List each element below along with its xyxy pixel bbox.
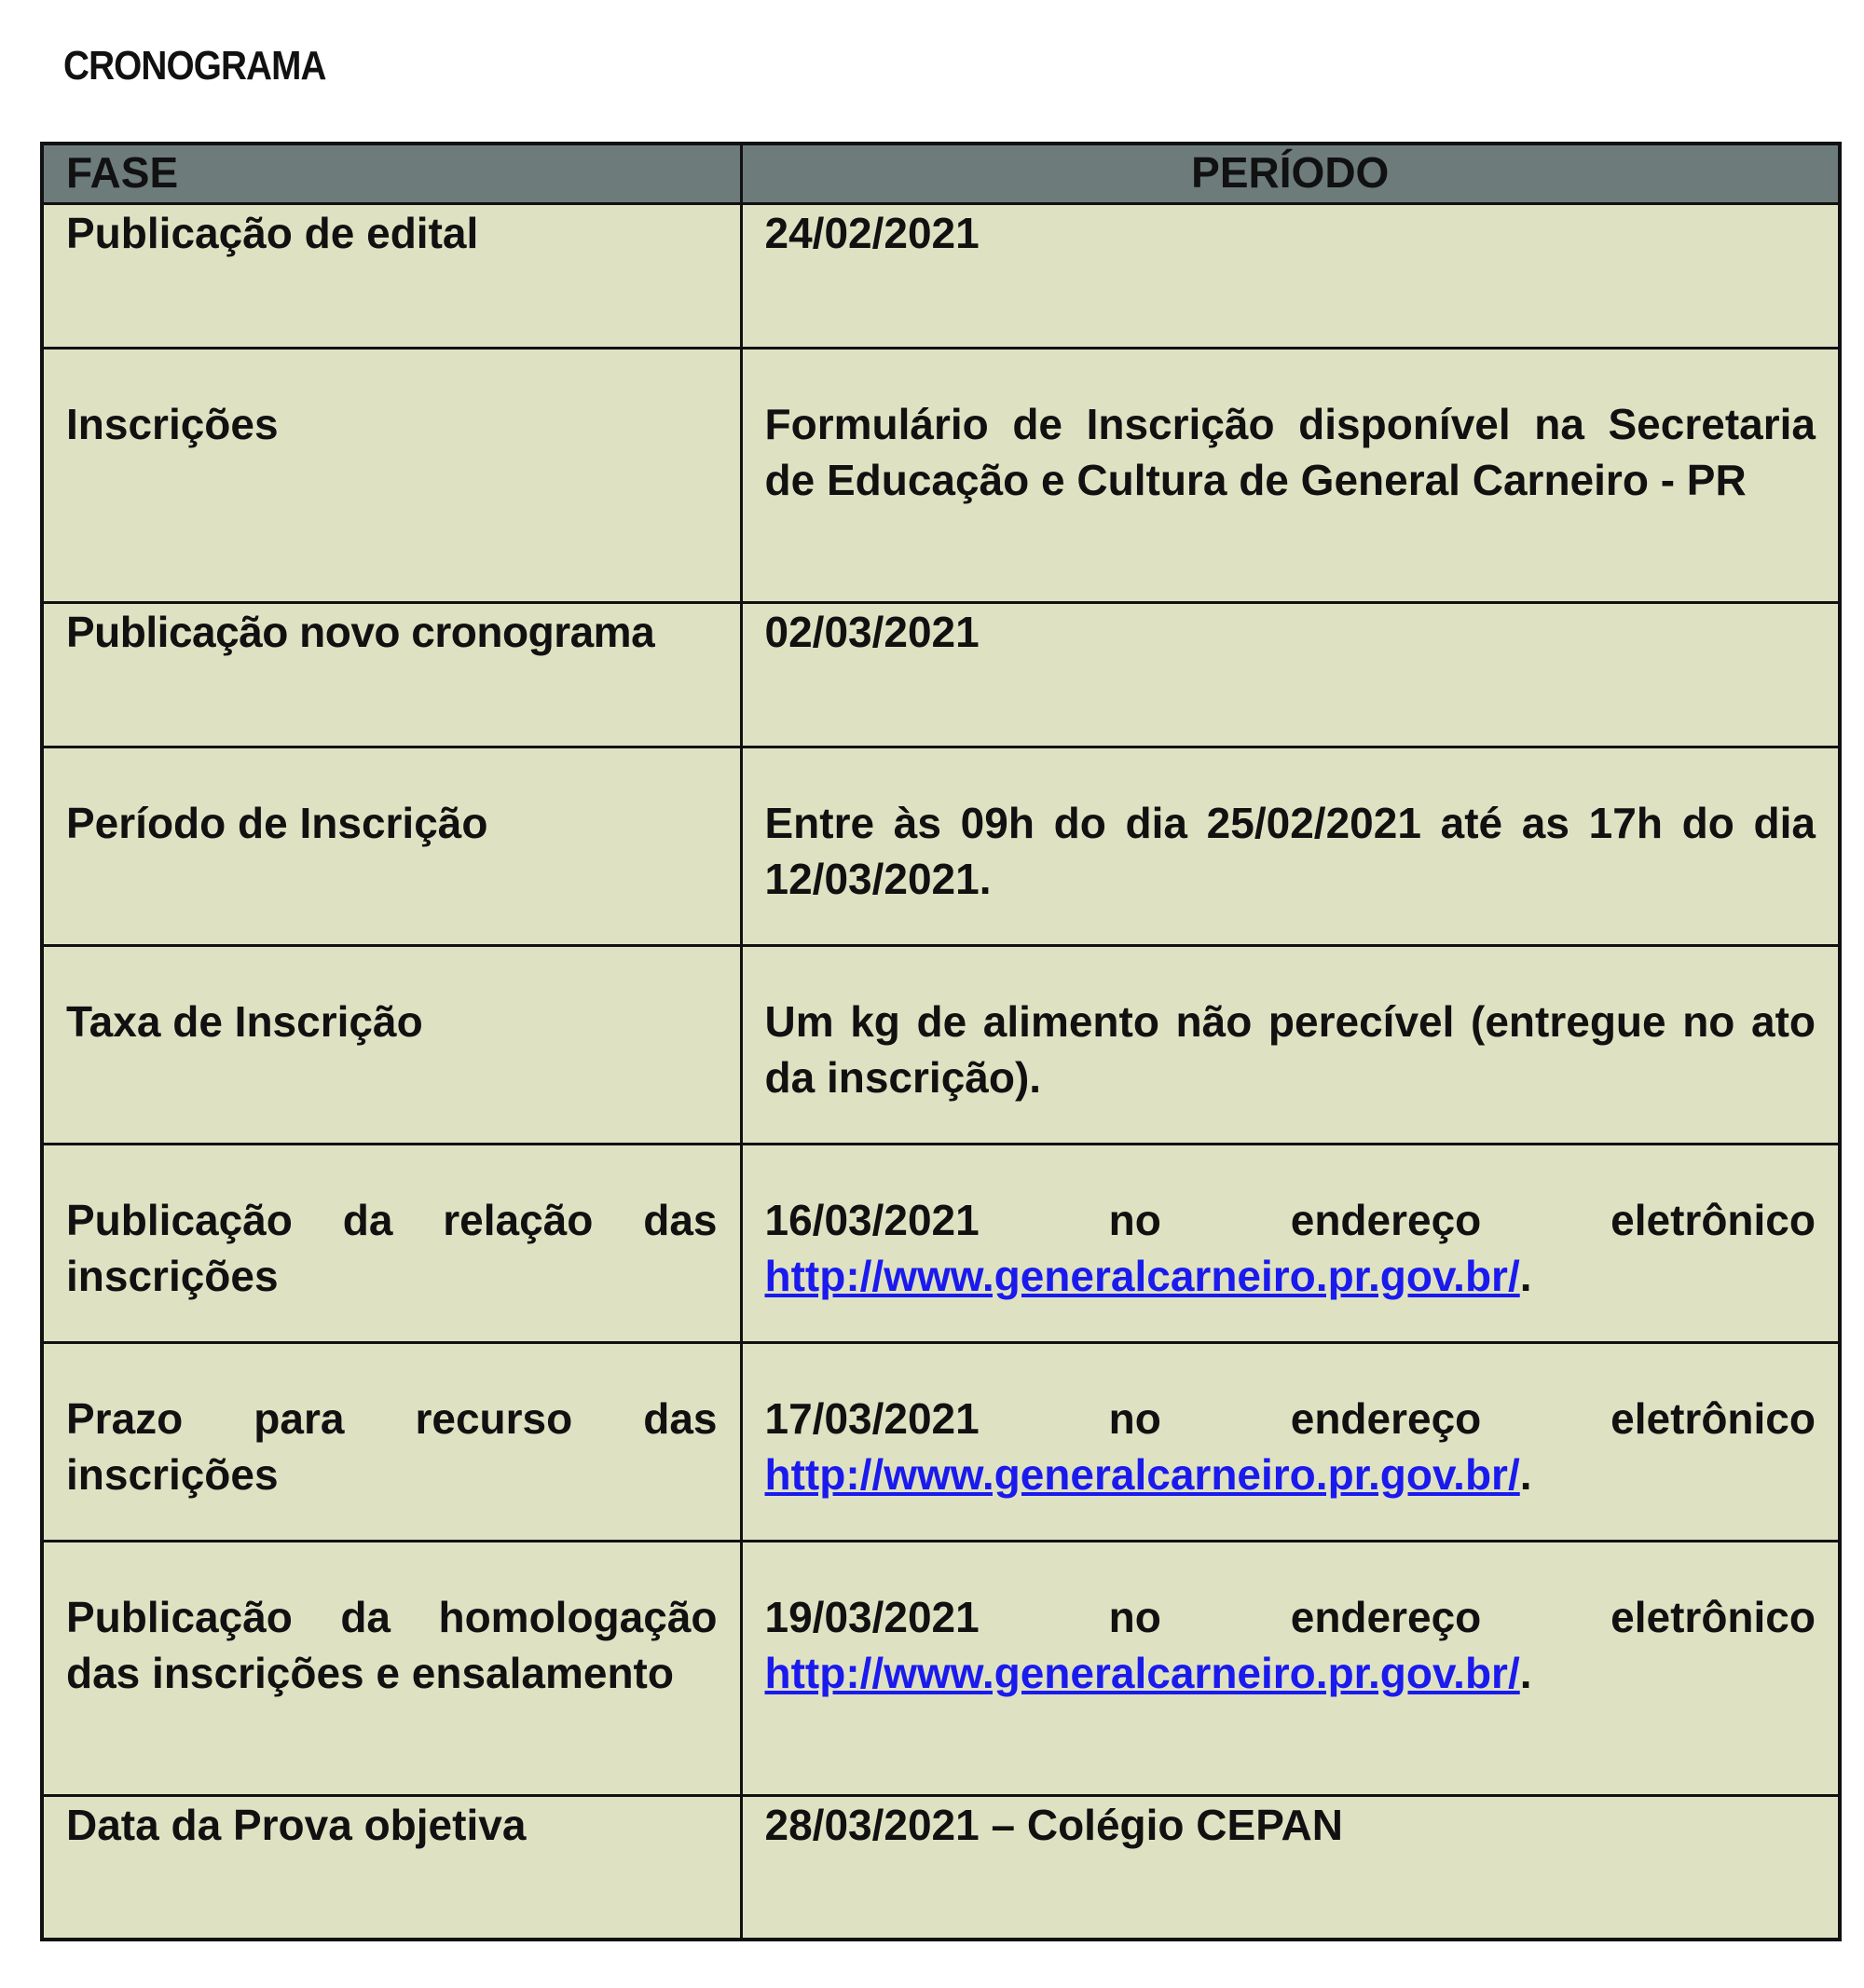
link-suffix: . bbox=[1519, 1251, 1532, 1300]
periodo-cell bbox=[741, 1144, 1840, 1342]
periodo-cell bbox=[741, 1541, 1840, 1795]
periodo-cell: 28/03/2021 – Colégio CEPAN bbox=[741, 1795, 1840, 1940]
fase-cell: Publicação de edital bbox=[42, 203, 741, 348]
link-suffix: . bbox=[1519, 1648, 1532, 1697]
fase-cell: Publicação da homologação das inscrições e ensalamento bbox=[42, 1541, 741, 1795]
periodo-cell: 24/02/2021 bbox=[741, 203, 1840, 348]
column-header-periodo: PERÍODO bbox=[741, 144, 1840, 203]
periodo-text: 16/03/2021 no endereço eletrônico bbox=[764, 1195, 1816, 1244]
periodo-cell bbox=[741, 1342, 1840, 1541]
table-row bbox=[42, 945, 1840, 1144]
table-row bbox=[42, 1541, 1840, 1795]
periodo-cell: Entre às 09h do dia 25/02/2021 até as 17h do dia 12/03/2021. bbox=[741, 747, 1840, 945]
table-row bbox=[42, 1795, 1840, 1940]
fase-cell: Publicação da relação das inscrições bbox=[42, 1144, 741, 1342]
website-link[interactable]: http://www.generalcarneiro.pr.gov.br/ bbox=[764, 1449, 1520, 1499]
table-row bbox=[42, 203, 1840, 348]
periodo-cell: 02/03/2021 bbox=[741, 602, 1840, 747]
fase-cell: Inscrições bbox=[42, 348, 741, 602]
periodo-text: 17/03/2021 no endereço eletrônico bbox=[764, 1393, 1816, 1443]
periodo-text: 19/03/2021 no endereço eletrônico bbox=[764, 1592, 1816, 1641]
fase-cell: Taxa de Inscrição bbox=[42, 945, 741, 1144]
table-header-row bbox=[42, 144, 1840, 203]
table-row bbox=[42, 747, 1840, 945]
fase-cell: Prazo para recurso das inscrições bbox=[42, 1342, 741, 1541]
fase-cell: Período de Inscrição bbox=[42, 747, 741, 945]
table-row bbox=[42, 348, 1840, 602]
periodo-cell: Um kg de alimento não perecível (entregue no ato da inscrição). bbox=[741, 945, 1840, 1144]
fase-cell: Data da Prova objetiva bbox=[42, 1795, 741, 1940]
column-header-fase: FASE bbox=[42, 144, 741, 203]
table-row bbox=[42, 1144, 1840, 1342]
fase-cell: Publicação novo cronograma bbox=[42, 602, 741, 747]
periodo-cell: Formulário de Inscrição disponível na Secretaria de Educação e Cultura de General Carneiro - PR bbox=[741, 348, 1840, 602]
page-title: CRONOGRAMA bbox=[63, 43, 326, 89]
table-row bbox=[42, 602, 1840, 747]
link-suffix: . bbox=[1519, 1449, 1532, 1499]
website-link[interactable]: http://www.generalcarneiro.pr.gov.br/ bbox=[764, 1648, 1520, 1697]
schedule-table bbox=[40, 142, 1842, 1941]
website-link[interactable]: http://www.generalcarneiro.pr.gov.br/ bbox=[764, 1251, 1520, 1300]
table-row bbox=[42, 1342, 1840, 1541]
